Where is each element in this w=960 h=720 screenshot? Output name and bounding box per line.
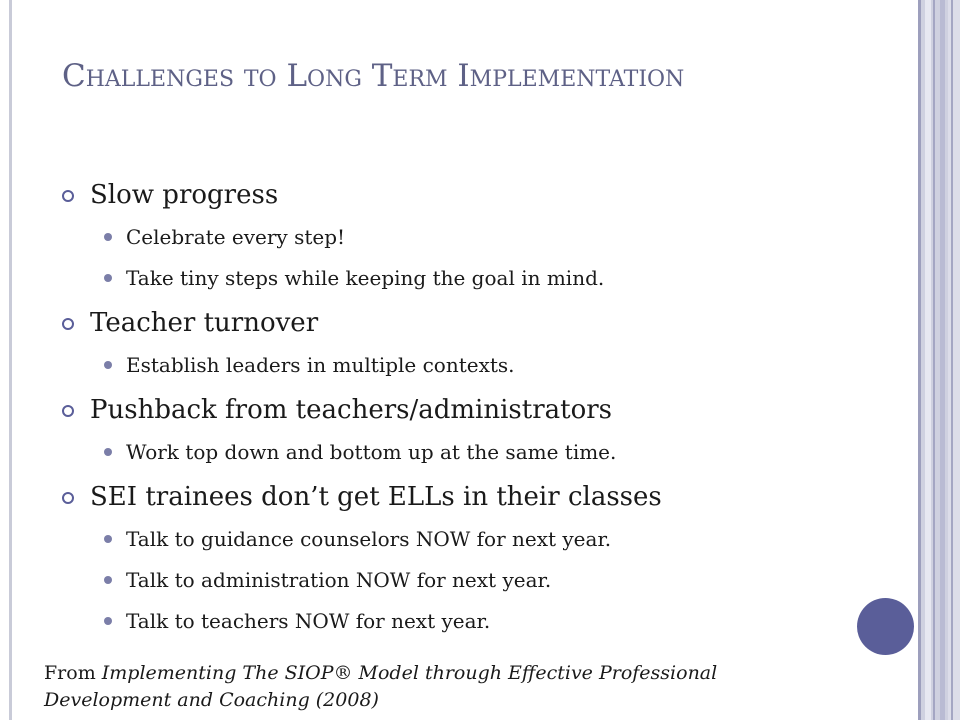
bullet-text: Slow progress [90,180,279,210]
ring-bullet-icon [62,318,74,330]
decorative-stripe [933,0,935,720]
left-border-rule [9,0,12,720]
sub-bullet-text: Talk to teachers NOW for next year. [126,609,491,633]
bullet-item [62,305,902,341]
dot-bullet-icon [104,361,112,369]
bullet-item [62,177,902,213]
dot-bullet-icon [104,617,112,625]
ring-bullet-icon [62,190,74,202]
citation-source: Implementing The SIOP® Model through Effective Professional Development and Coaching (2008) [44,662,718,711]
slide-title: Challenges to Long Term Implementation [62,58,685,94]
sub-bullet-item [62,607,902,635]
bullet-item [62,392,902,428]
decorative-stripe [918,0,921,720]
sub-bullet-item [62,223,902,251]
sub-bullet-item [62,351,902,379]
sub-bullet-item [62,438,902,466]
sub-bullet-text: Talk to guidance counselors NOW for next year. [126,527,612,551]
dot-bullet-icon [104,233,112,241]
bullet-list [62,177,902,648]
bullet-text: Teacher turnover [90,308,319,338]
sub-bullet-item [62,525,902,553]
bullet-text: SEI trainees don’t get ELLs in their classes [90,482,662,512]
sub-bullet-item [62,264,902,292]
sub-bullet-text: Celebrate every step! [126,225,346,249]
dot-bullet-icon [104,274,112,282]
dot-bullet-icon [104,535,112,543]
sub-bullet-item [62,566,902,594]
bullet-item [62,479,902,515]
bullet-text: Pushback from teachers/administrators [90,395,613,425]
decorative-stripe [951,0,953,720]
citation-prefix: From [44,662,102,684]
sub-bullet-text: Take tiny steps while keeping the goal in mind. [126,266,605,290]
sub-bullet-text: Work top down and bottom up at the same time. [126,440,617,464]
decorative-stripe [948,0,960,720]
citation [44,660,844,714]
ring-bullet-icon [62,492,74,504]
ring-bullet-icon [62,405,74,417]
dot-bullet-icon [104,576,112,584]
sub-bullet-text: Establish leaders in multiple contexts. [126,353,515,377]
decorative-stripe [925,0,931,720]
sub-bullet-text: Talk to administration NOW for next year. [126,568,552,592]
decorative-stripe [940,0,945,720]
dot-bullet-icon [104,448,112,456]
